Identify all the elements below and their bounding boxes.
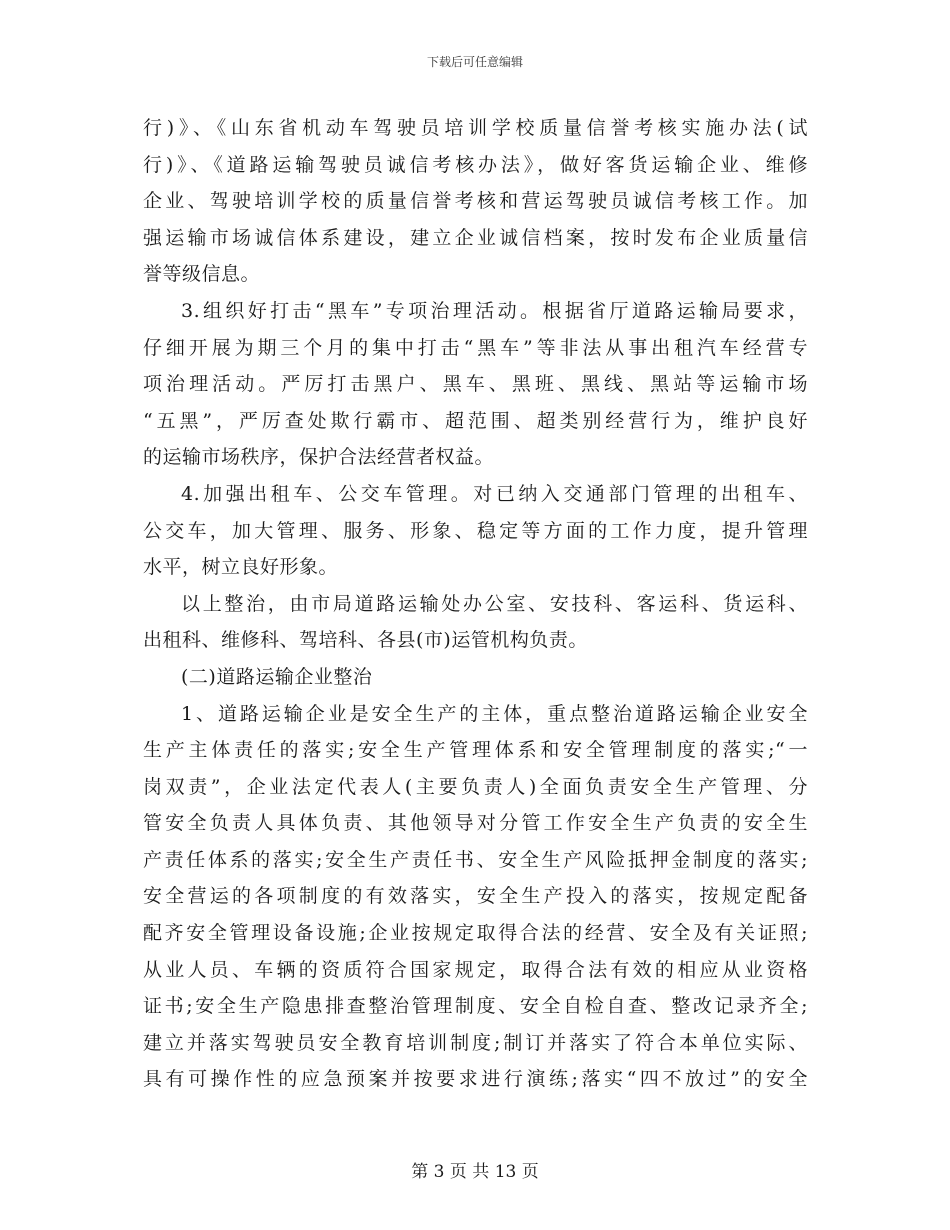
text-line: 出租科、维修科、驾培科、各县(市)运管机构负责。 [143, 629, 588, 652]
document-body [143, 110, 808, 1098]
page-footer: 第 3 页 共 13 页 [411, 1162, 539, 1182]
page-header: 下载后可任意编辑 [426, 55, 523, 69]
text-line: 4.加强出租车、公交车管理。对已纳入交通部门管理的出租车、 [181, 482, 808, 505]
text-line: 1、道路运输企业是安全生产的主体，重点整治道路运输企业安全 [181, 702, 808, 725]
text-line: 公交车，加大管理、服务、形象、稳定等方面的工作力度，提升管理 [143, 519, 808, 542]
text-line: 配齐安全管理设备设施;企业按规定取得合法的经营、安全及有关证照; [143, 922, 808, 945]
text-line: 产责任体系的落实;安全生产责任书、安全生产风险抵押金制度的落实; [143, 848, 808, 871]
text-line: (二)道路运输企业整治 [181, 665, 373, 688]
text-line: 具有可操作性的应急预案并按要求进行演练;落实“四不放过”的安全 [143, 1068, 808, 1091]
text-line: 安全营运的各项制度的有效落实，安全生产投入的落实，按规定配备 [143, 885, 808, 908]
text-line: “五黑”，严厉查处欺行霸市、超范围、超类别经营行为，维护良好 [143, 409, 808, 432]
text-line: 岗双责”，企业法定代表人(主要负责人)全面负责安全生产管理、分 [143, 775, 808, 798]
text-line: 项治理活动。严厉打击黑户、黑车、黑班、黑线、黑站等运输市场 [143, 373, 808, 396]
text-line: 3.组织好打击“黑车”专项治理活动。根据省厅道路运输局要求， [181, 299, 808, 322]
text-line: 管安全负责人具体负责、其他领导对分管工作安全生产负责的安全生 [143, 812, 808, 835]
text-line: 的运输市场秩序，保护合法经营者权益。 [143, 446, 495, 469]
text-line: 建立并落实驾驶员安全教育培训制度;制订并落实了符合本单位实际、 [143, 1031, 808, 1054]
text-line: 誉等级信息。 [143, 263, 261, 286]
text-line: 以上整治，由市局道路运输处办公室、安技科、客运科、货运科、 [181, 592, 808, 615]
text-line: 从业人员、车辆的资质符合国家规定，取得合法有效的相应从业资格 [143, 958, 808, 981]
text-line: 仔细开展为期三个月的集中打击“黑车”等非法从事出租汽车经营专 [143, 336, 808, 359]
text-line: 企业、驾驶培训学校的质量信誉考核和营运驾驶员诚信考核工作。加 [143, 190, 808, 213]
text-line: 生产主体责任的落实;安全生产管理体系和安全管理制度的落实;“一 [143, 739, 808, 762]
text-line: 水平，树立良好形象。 [143, 556, 339, 579]
text-line: 行)》、《山东省机动车驾驶员培训学校质量信誉考核实施办法(试 [143, 117, 808, 139]
text-line: 证书;安全生产隐患排查整治管理制度、安全自检自查、整改记录齐全; [143, 995, 808, 1018]
text-line: 强运输市场诚信体系建设，建立企业诚信档案，按时发布企业质量信 [143, 226, 808, 249]
text-line: 行)》、《道路运输驾驶员诚信考核办法》，做好客货运输企业、维修 [143, 153, 808, 176]
